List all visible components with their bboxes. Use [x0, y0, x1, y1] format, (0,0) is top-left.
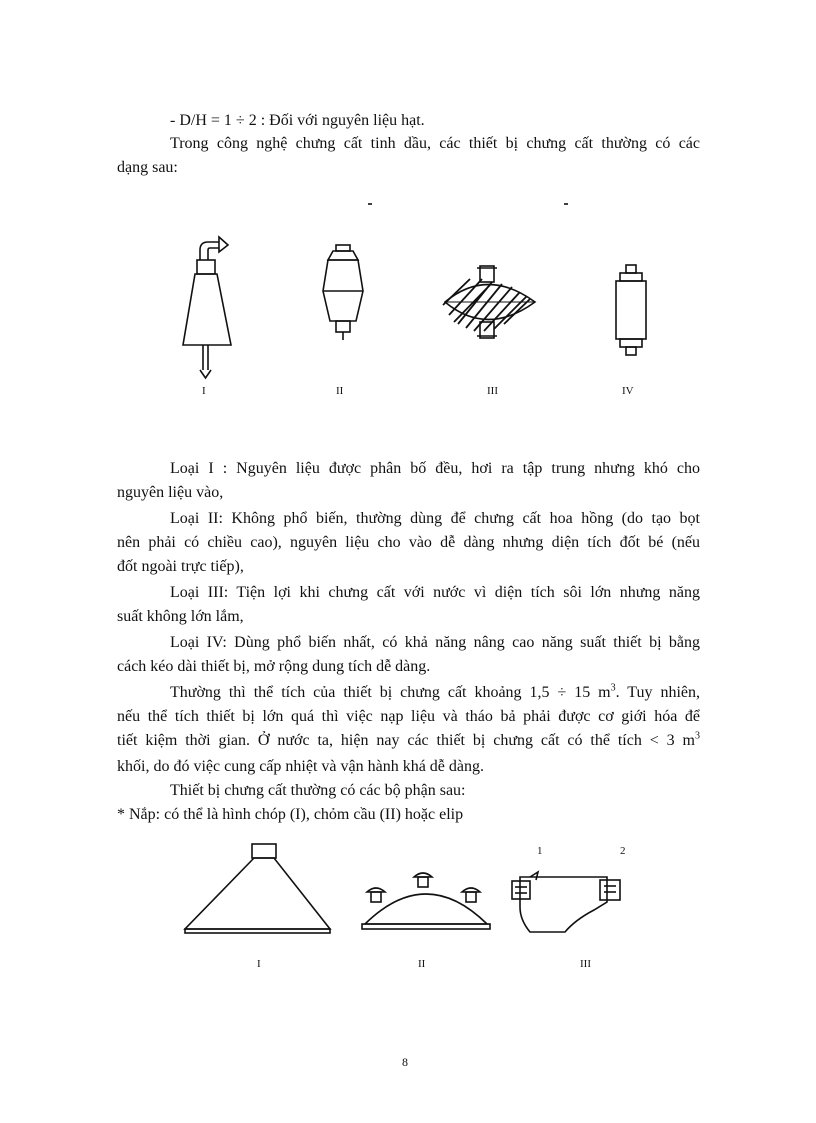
- lid-part-label-1: 1: [537, 845, 543, 857]
- type-ii-desc-line2: nên phải có chiều cao), nguyên liệu cho vào dễ dàng nhưng diện tích đốt bé (nếu: [117, 534, 700, 551]
- still-type-i-drawing: [183, 237, 231, 378]
- type-ii-desc-line3: đốt ngoài trực tiếp),: [117, 558, 244, 575]
- lid-label-ii: II: [418, 958, 426, 970]
- lid-part-label-2: 2: [620, 845, 626, 857]
- type-i-desc-line1: Loại I : Nguyên liệu được phân bố đều, hơi ra tập trung nhưng khó cho: [170, 460, 700, 477]
- type-ii-desc-line1: Loại II: Không phổ biến, thường dùng để chưng cất hoa hồng (do tạo bọt: [170, 510, 700, 527]
- volume-para-line4: khối, do đó việc cung cấp nhiệt và vận hành khá dễ dàng.: [117, 758, 484, 775]
- intro-para-line2: dạng sau:: [117, 159, 178, 176]
- still-types-figure: [140, 190, 700, 410]
- lid-types-figure: [170, 832, 640, 947]
- volume-para-line1: Thường thì thể tích của thiết bị chưng cất khoảng 1,5 ÷ 15 $m^3$. Tuy nhiên,: [170, 682, 701, 701]
- still-type-iv-drawing: [616, 265, 646, 355]
- lid-type-i-drawing: [185, 844, 330, 933]
- type-iii-desc-line2: suất không lớn lắm,: [117, 608, 244, 625]
- still-label-iii: III: [487, 385, 498, 397]
- volume-para-line3: tiết kiệm thời gian. Ở nước ta, hiện nay các thiết bị chưng cất có thể tích < 3 $m^3$: [117, 730, 700, 749]
- dh-ratio-line: - D/H = 1 ÷ 2 : Đối với nguyên liệu hạt.: [170, 112, 425, 129]
- lid-type-ii-drawing: [362, 873, 490, 929]
- still-type-iii-drawing: [443, 266, 535, 338]
- volume-para-line2: nếu thể tích thiết bị lớn quá thì việc nạp liệu và tháo bả phải được cơ giới hóa để: [117, 708, 700, 725]
- lid-label-iii: III: [580, 958, 591, 970]
- type-i-desc-line2: nguyên liệu vào,: [117, 484, 224, 501]
- still-label-ii: II: [336, 385, 344, 397]
- page-number: 8: [402, 1055, 408, 1069]
- still-type-ii-drawing: [323, 245, 363, 340]
- still-label-iv: IV: [622, 385, 634, 397]
- type-iii-desc-line1: Loại III: Tiện lợi khi chưng cất với nước vì diện tích sôi lớn nhưng năng: [170, 584, 700, 601]
- lid-type-iii-drawing: [512, 872, 620, 932]
- parts-intro-line: Thiết bị chưng cất thường có các bộ phận sau:: [170, 782, 466, 799]
- type-iv-desc-line2: cách kéo dài thiết bị, mở rộng dung tích dễ dàng.: [117, 658, 431, 675]
- type-iv-desc-line1: Loại IV: Dùng phổ biến nhất, có khả năng nâng cao năng suất thiết bị bằng: [170, 634, 700, 651]
- intro-para-line1: Trong công nghệ chưng cất tinh dầu, các thiết bị chưng cất thường có các: [170, 135, 700, 152]
- still-label-i: I: [202, 385, 206, 397]
- lid-types-line: * Nắp: có thể là hình chóp (I), chỏm cầu (II) hoặc elip: [117, 806, 464, 823]
- lid-label-i: I: [257, 958, 261, 970]
